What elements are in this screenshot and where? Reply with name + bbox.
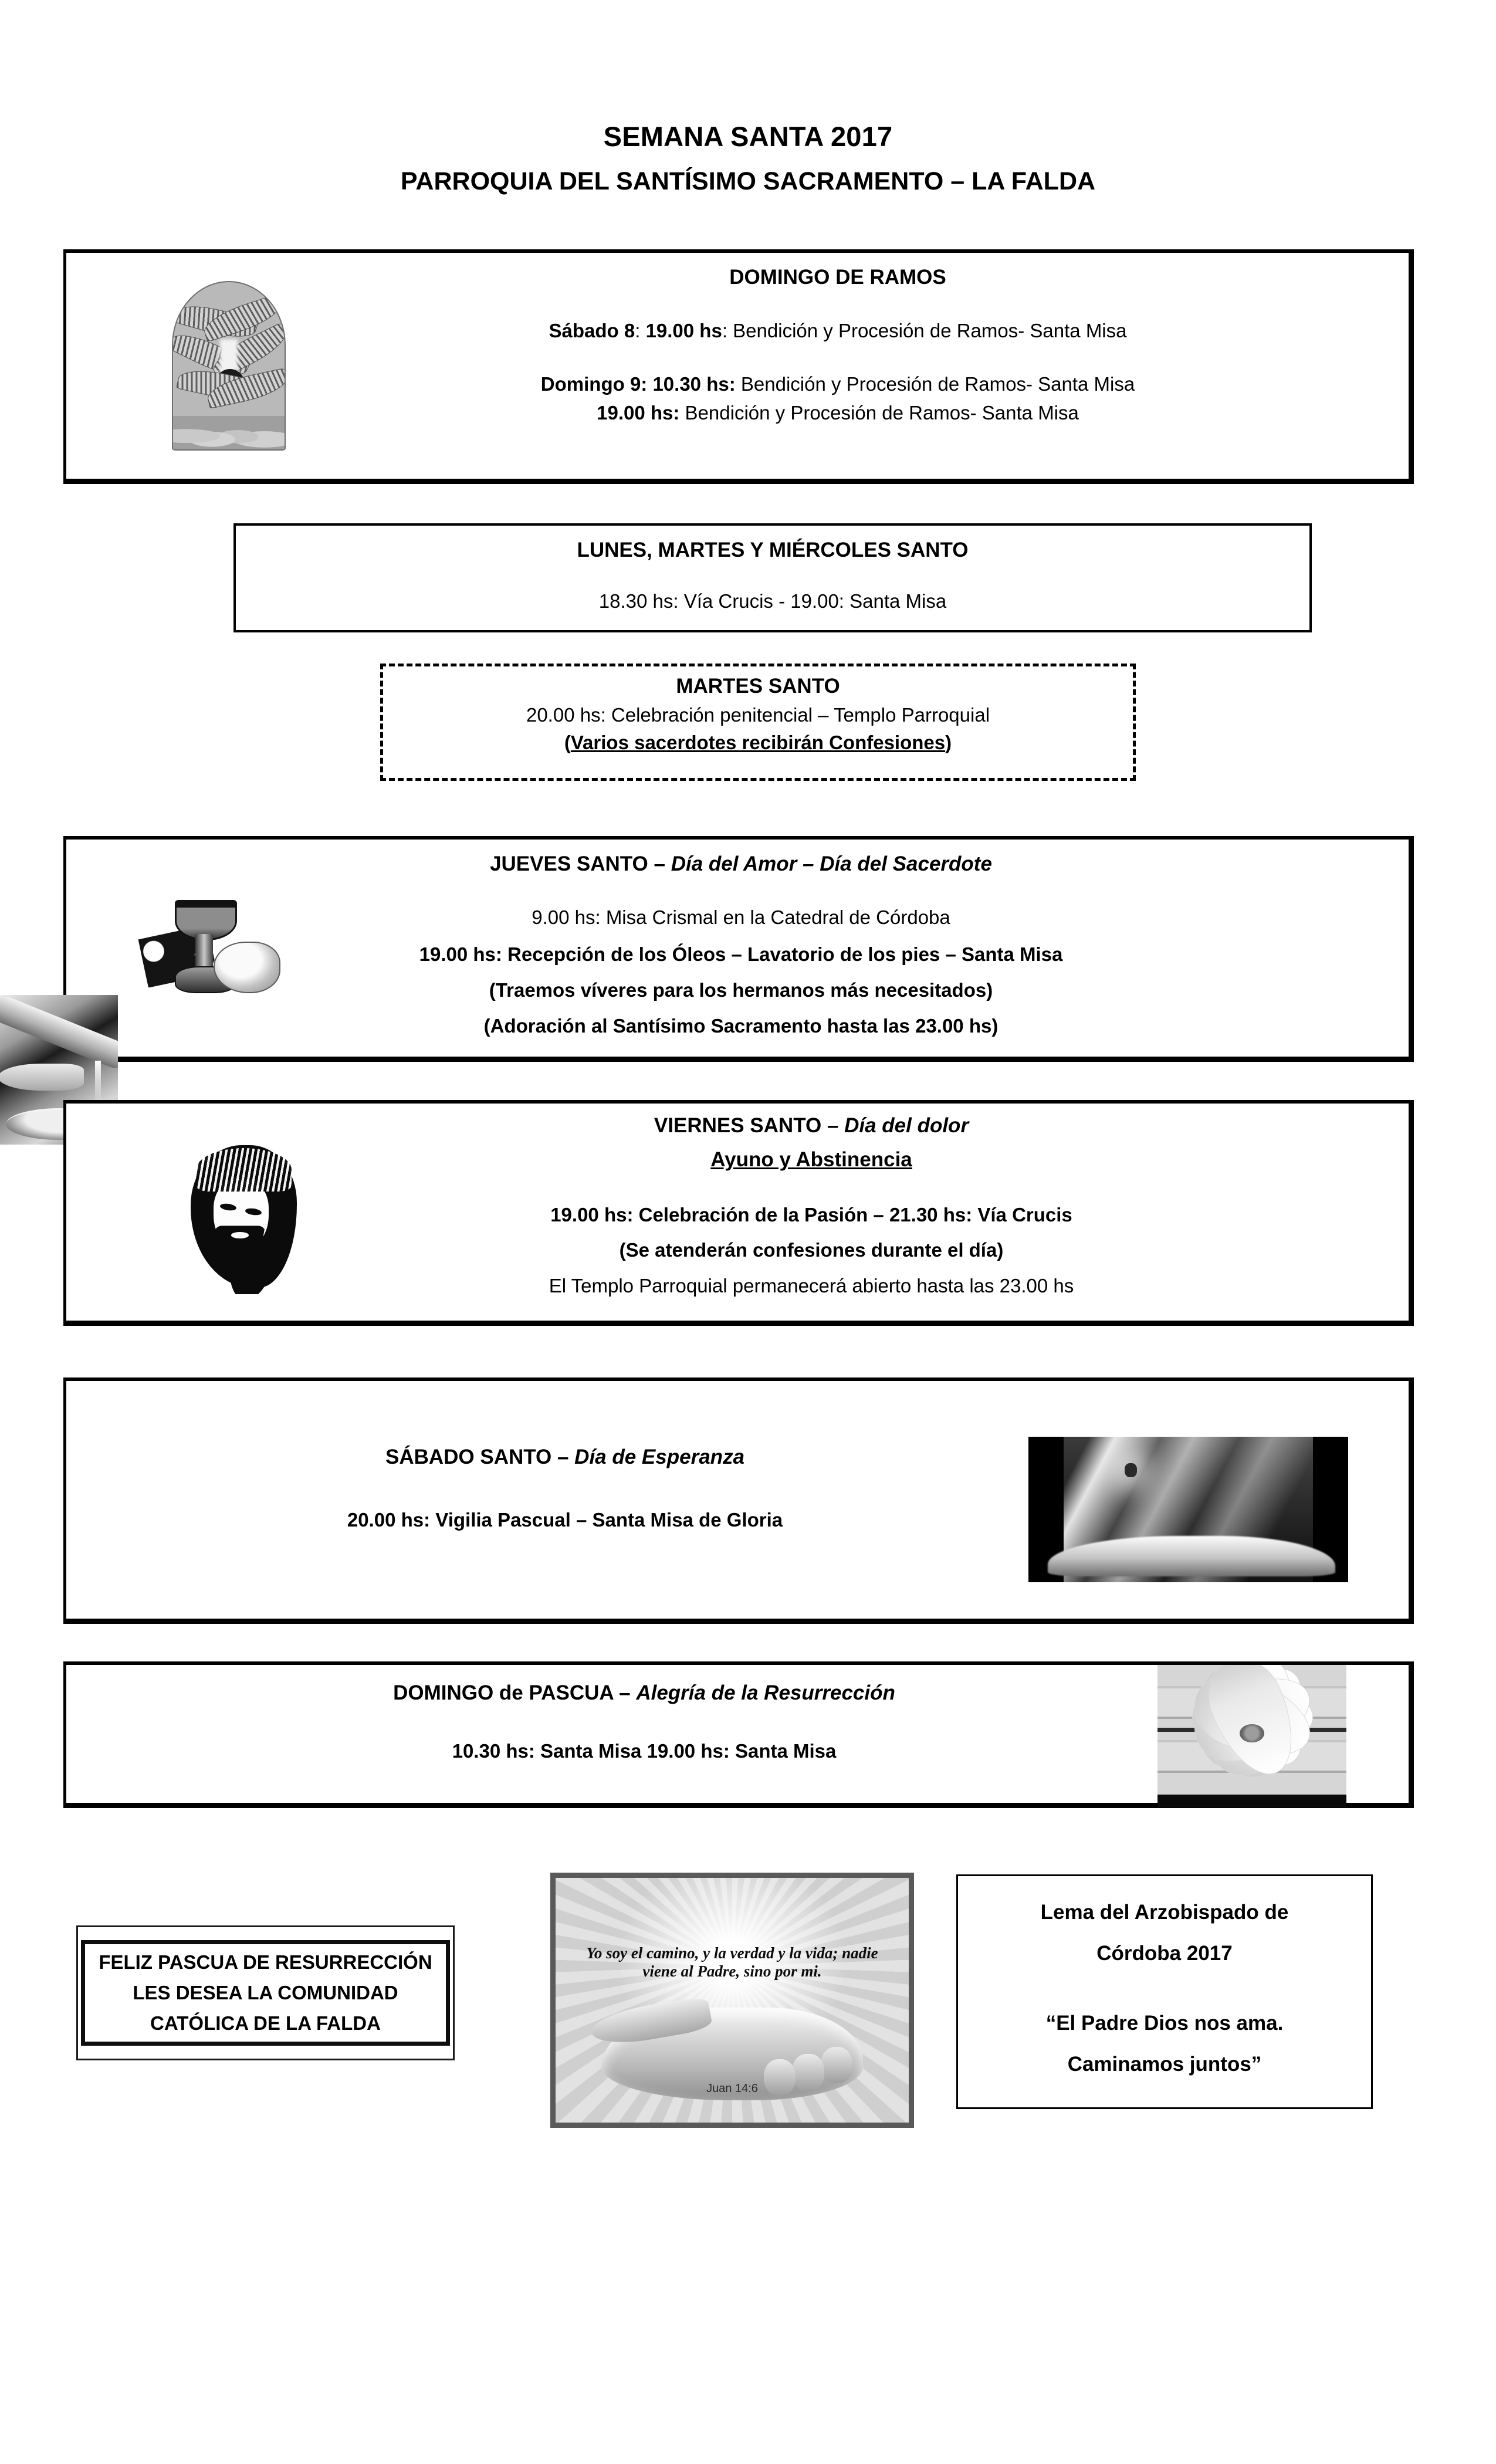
mouth (231, 1232, 249, 1238)
palm-branches-illustration (172, 281, 286, 451)
event-text: Bendición y Procesión de Ramos- Santa Misa (679, 402, 1079, 424)
heading-main: JUEVES SANTO – (490, 852, 671, 875)
greeting-inner-frame (81, 1940, 450, 2046)
fasting-note: Ayuno y Abstinencia (710, 1148, 912, 1172)
page-title: SEMANA SANTA 2017 (603, 121, 893, 152)
day-label: Sábado 8 (549, 320, 635, 342)
open-hand-with-light-photo (550, 1873, 914, 2128)
event-text: : Bendición y Procesión de Ramos- Santa Misa (722, 320, 1127, 342)
page-subtitle: PARROQUIA DEL SANTÍSIMO SACRAMENTO – LA FALDA (400, 167, 1096, 195)
flower-center (1240, 1724, 1264, 1743)
time-label: 19.00 hs (645, 320, 722, 342)
section-martes-santo (380, 664, 1136, 781)
heading-subtitle: Alegría de la Resurrección (636, 1681, 895, 1704)
heading-subtitle: Día de Esperanza (574, 1446, 745, 1468)
schedule-line: 9.00 hs: Misa Crismal en la Catedral de Córdoba (532, 906, 950, 929)
section-heading (195, 1681, 1093, 1705)
heading-main: VIERNES SANTO – (654, 1114, 845, 1137)
paren-close: ) (945, 732, 952, 754)
section-heading: LUNES, MARTES Y MIÉRCOLES SANTO (577, 539, 969, 561)
greeting-line: CATÓLICA DE LA FALDA (150, 2012, 381, 2035)
heading-subtitle: Día del Amor – Día del Sacerdote (671, 852, 992, 875)
section-lunes-martes-miercoles-santo (233, 523, 1312, 632)
schedule-line: 19.00 hs: Celebración de la Pasión – 21.30 hs: Vía Crucis (550, 1203, 1072, 1226)
section-sabado-santo (63, 1377, 1414, 1624)
note-line: (Adoración al Santísimo Sacramento hasta las 23.00 hs) (483, 1015, 999, 1037)
schedule-line (313, 320, 1363, 343)
photo-border-bar (1157, 1795, 1346, 1808)
crowd-hands (173, 416, 285, 449)
heading-main: SÁBADO SANTO – (385, 1446, 575, 1468)
section-heading (219, 1446, 911, 1469)
finger (821, 2047, 852, 2084)
section-heading: MARTES SANTO (676, 675, 840, 698)
bible-verse-text: Yo soy el camino, y la verdad y la vida; nadie viene al Padre, sino por mi. (586, 1944, 878, 1981)
event-text: Bendición y Procesión de Ramos- Santa Misa (735, 373, 1135, 395)
time-label: 19.00 hs: (597, 402, 680, 424)
greeting-line: FELIZ PASCUA DE RESURRECCIÓN (99, 1951, 432, 1973)
lema-title-line: Lema del Arzobispado de (1040, 1901, 1289, 1924)
lema-title-line: Córdoba 2017 (1096, 1942, 1233, 1965)
section-heading (313, 1114, 1310, 1138)
schedule-line: 20.00 hs: Vigilia Pascual – Santa Misa de Gloria (347, 1509, 783, 1531)
section-domingo-de-ramos (63, 249, 1414, 484)
light-source (1125, 1463, 1138, 1478)
schedule-line (313, 373, 1363, 396)
schedule-line (313, 402, 1363, 425)
greeting-box (76, 1925, 455, 2060)
lema-box (956, 1874, 1373, 2109)
section-heading (254, 852, 1228, 876)
lema-quote-line: Caminamos juntos” (1067, 2052, 1262, 2076)
note-line: (Se atenderán confesiones durante el día) (619, 1239, 1004, 1261)
day-time-label: Domingo 9: 10.30 hs: (540, 373, 736, 395)
note-line: El Templo Parroquial permanecerá abierto hasta las 23.00 hs (549, 1275, 1074, 1297)
schedule-line: 10.30 hs: Santa Misa 19.00 hs: Santa Misa (452, 1740, 837, 1762)
schedule-line: 20.00 hs: Celebración penitencial – Templo Parroquial (526, 704, 990, 726)
empty-tomb-photo (1028, 1437, 1348, 1582)
section-domingo-de-pascua (63, 1661, 1414, 1808)
section-viernes-santo (63, 1100, 1414, 1326)
bible-verse-reference: Juan 14:6 (706, 2082, 758, 2096)
schedule-line: 18.30 hs: Vía Crucis - 19.00: Santa Misa (598, 590, 947, 612)
jesus-crown-of-thorns-illustration (181, 1139, 307, 1294)
heading-subtitle: Día del dolor (844, 1114, 969, 1137)
section-heading: DOMINGO DE RAMOS (729, 266, 946, 289)
lema-quote-line: “El Padre Dios nos ama. (1045, 2011, 1284, 2035)
heading-main: DOMINGO de PASCUA – (393, 1681, 637, 1704)
foot (0, 1064, 84, 1091)
white-flower-photo (1157, 1665, 1346, 1808)
note-line: (Traemos víveres para los hermanos más necesitados) (489, 979, 993, 1001)
confession-note (383, 732, 1133, 754)
greeting-line: LES DESEA LA COMUNIDAD (133, 1981, 398, 2003)
separator: : (635, 320, 646, 342)
water-drip (95, 1061, 101, 1106)
confession-text: Varios sacerdotes recibirán Confesiones (570, 732, 946, 754)
section-jueves-santo (63, 836, 1414, 1062)
paren-open: ( (564, 732, 571, 754)
chalice-stem (195, 934, 213, 971)
beard (215, 1226, 265, 1263)
crown-of-thorns (196, 1148, 292, 1192)
schedule-line: 19.00 hs: Recepción de los Óleos – Lavatorio de los pies – Santa Misa (419, 943, 1063, 966)
